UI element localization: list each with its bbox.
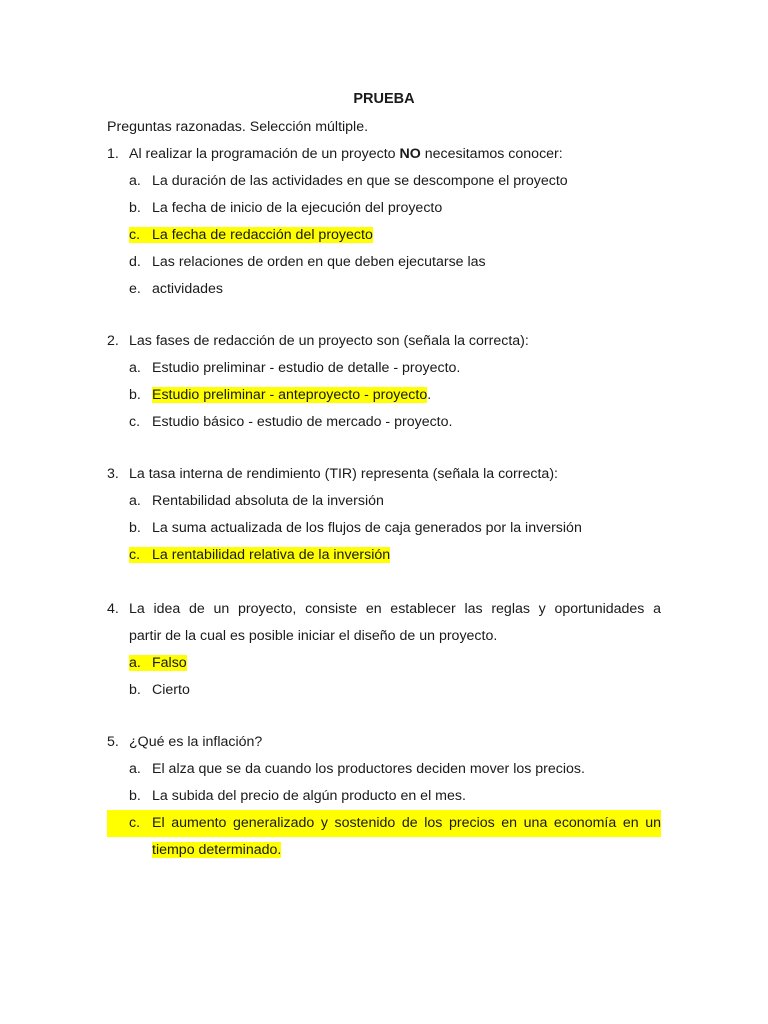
option-text: actividades (152, 281, 223, 297)
question-text: Las fases de redacción de un proyecto son (señala la correcta): (129, 333, 529, 349)
option-text: Las relaciones de orden en que deben ejecutarse las (152, 254, 486, 270)
option-text: La rentabilidad relativa de la inversión (152, 547, 391, 563)
option-item (107, 756, 661, 783)
option-item-correct (107, 222, 661, 249)
question-text-bold: NO (399, 146, 421, 162)
option-label: a. (129, 761, 141, 777)
option-text: Estudio preliminar - anteproyecto - proyecto (152, 387, 428, 403)
question-2-stem (107, 328, 661, 355)
question-4 (107, 596, 661, 704)
option-text: Estudio preliminar - estudio de detalle - proyecto. (152, 360, 461, 376)
option-item (107, 168, 661, 195)
option-label: c. (129, 227, 141, 243)
option-text: La suma actualizada de los flujos de caja generados por la inversión (152, 520, 582, 536)
option-label: e. (129, 281, 141, 297)
option-text: La fecha de redacción del proyecto (152, 227, 373, 243)
question-text: La idea de un proyecto, consiste en establecer las reglas y oportunidades a (129, 601, 661, 617)
option-label: b. (129, 387, 141, 403)
question-4-stem (107, 596, 661, 623)
question-number: 3. (107, 466, 119, 482)
option-label: d. (129, 254, 141, 270)
option-label: b. (129, 788, 141, 804)
option-text: Estudio básico - estudio de mercado - proyecto. (152, 414, 453, 430)
option-item (107, 249, 661, 276)
option-text: El alza que se da cuando los productores deciden mover los precios. (152, 761, 585, 777)
page-title: PRUEBA (353, 91, 415, 107)
option-item (107, 195, 661, 222)
option-item-correct (107, 810, 661, 837)
option-text: Cierto (152, 682, 190, 698)
intro-text: Preguntas razonadas. Selección múltiple. (107, 119, 369, 135)
option-label: c. (129, 547, 141, 563)
option-item-correct (107, 382, 661, 409)
question-number: 5. (107, 734, 119, 750)
option-text: El aumento generalizado y sostenido de los precios en una economía en un (152, 815, 661, 831)
option-item-correct (107, 542, 661, 569)
option-text: La duración de las actividades en que se descompone el proyecto (152, 173, 568, 189)
question-text: ¿Qué es la inflación? (129, 734, 263, 750)
option-item (107, 783, 661, 810)
option-item (107, 276, 661, 303)
option-label: c. (129, 414, 141, 430)
option-label: b. (129, 682, 141, 698)
option-item (107, 488, 661, 515)
option-label: b. (129, 200, 141, 216)
question-3 (107, 461, 661, 569)
option-text-continued (107, 837, 661, 864)
question-text-before: Al realizar la programación de un proyecto (129, 146, 400, 162)
option-label: b. (129, 520, 141, 536)
question-5 (107, 729, 661, 864)
question-3-stem (107, 461, 661, 488)
option-label: a. (129, 655, 141, 671)
question-number: 2. (107, 333, 119, 349)
option-item-correct (107, 650, 661, 677)
option-text: Rentabilidad absoluta de la inversión (152, 493, 384, 509)
option-text: Falso (152, 655, 187, 671)
option-label: a. (129, 173, 141, 189)
option-text: La subida del precio de algún producto en el mes. (152, 788, 466, 804)
option-label: a. (129, 360, 141, 376)
option-suffix: . (427, 387, 432, 403)
option-label: c. (129, 815, 141, 831)
option-label: a. (129, 493, 141, 509)
question-1-stem (107, 141, 661, 168)
question-2 (107, 328, 661, 436)
option-text-line2: tiempo determinado. (152, 842, 282, 858)
option-item (107, 515, 661, 542)
question-text: La tasa interna de rendimiento (TIR) representa (señala la correcta): (129, 466, 558, 482)
option-item (107, 677, 661, 704)
question-text-after: necesitamos conocer: (420, 146, 563, 162)
option-item (107, 409, 661, 436)
question-text-continued: partir de la cual es posible iniciar el diseño de un proyecto. (129, 628, 498, 644)
option-text: La fecha de inicio de la ejecución del proyecto (152, 200, 443, 216)
option-item (107, 355, 661, 382)
question-1 (107, 141, 661, 303)
question-number: 4. (107, 601, 119, 617)
question-5-stem (107, 729, 661, 756)
question-number: 1. (107, 146, 119, 162)
